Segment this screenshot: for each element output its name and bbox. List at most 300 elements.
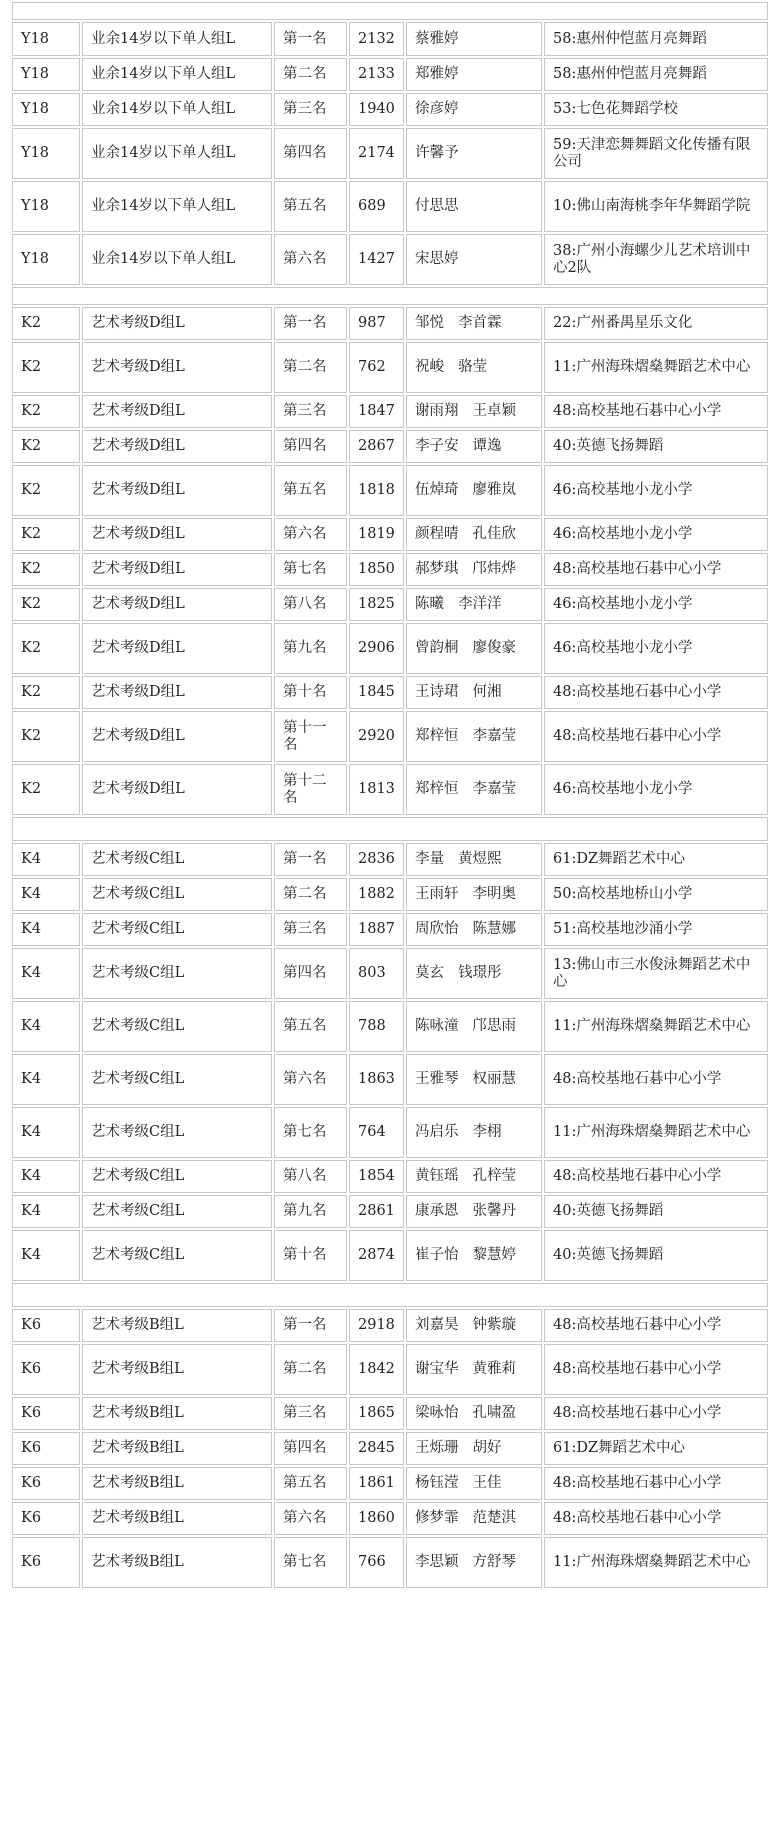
group-name-cell: 艺术考级D组L	[82, 307, 272, 340]
dancer-names-cell	[406, 913, 542, 946]
organization-cell: 48:高校基地石碁中心小学	[544, 1344, 768, 1395]
dancer-names-cell	[406, 1195, 542, 1228]
rank-cell: 第五名	[274, 181, 347, 232]
dancer-names-cell	[406, 58, 542, 91]
dancer-names-cell	[406, 623, 542, 674]
dancer-name: 权丽慧	[472, 1071, 516, 1087]
entry-number-cell: 803	[349, 948, 404, 999]
table-row	[12, 1107, 768, 1158]
category-code-cell: K4	[12, 1230, 80, 1281]
group-name-cell: 艺术考级D组L	[82, 588, 272, 621]
dancer-name: 伍焯琦	[415, 482, 459, 498]
entry-number-cell: 1863	[349, 1054, 404, 1105]
entry-number-cell: 1850	[349, 553, 404, 586]
group-name-cell: 业余14岁以下单人组L	[82, 58, 272, 91]
table-row	[12, 711, 768, 762]
group-name-cell: 业余14岁以下单人组L	[82, 93, 272, 126]
category-code-cell: K2	[12, 588, 80, 621]
organization-cell: 48:高校基地石碁中心小学	[544, 1467, 768, 1500]
group-name-cell: 艺术考级D组L	[82, 676, 272, 709]
dancer-names-cell	[406, 764, 542, 815]
table-row	[12, 395, 768, 428]
rank-cell: 第八名	[274, 1160, 347, 1193]
table-row	[12, 1230, 768, 1281]
category-code-cell: K6	[12, 1432, 80, 1465]
category-code-cell: K4	[12, 1001, 80, 1052]
separator-cell	[12, 1283, 768, 1307]
dancer-name: 冯启乐	[415, 1124, 459, 1140]
organization-cell: 11:广州海珠熠燊舞蹈艺术中心	[544, 342, 768, 393]
dancer-names-cell	[406, 22, 542, 56]
dancer-names-cell	[406, 1309, 542, 1342]
group-name-cell: 业余14岁以下单人组L	[82, 234, 272, 285]
entry-number-cell: 2874	[349, 1230, 404, 1281]
rank-cell: 第四名	[274, 948, 347, 999]
dancer-name: 李嘉莹	[472, 781, 516, 797]
organization-cell: 48:高校基地石碁中心小学	[544, 395, 768, 428]
rank-cell: 第三名	[274, 1397, 347, 1430]
organization-cell: 48:高校基地石碁中心小学	[544, 1397, 768, 1430]
organization-cell: 40:英德飞扬舞蹈	[544, 430, 768, 463]
organization-cell: 10:佛山南海桃李年华舞蹈学院	[544, 181, 768, 232]
rank-cell: 第六名	[274, 518, 347, 551]
rank-cell: 第四名	[274, 1432, 347, 1465]
entry-number-cell: 2906	[349, 623, 404, 674]
table-row	[12, 1344, 768, 1395]
table-row	[12, 1160, 768, 1193]
category-code-cell: K4	[12, 1054, 80, 1105]
table-row	[12, 1397, 768, 1430]
dancer-names-cell	[406, 181, 542, 232]
category-code-cell: Y18	[12, 58, 80, 91]
entry-number-cell: 2920	[349, 711, 404, 762]
table-row	[12, 764, 768, 815]
rank-cell: 第五名	[274, 1467, 347, 1500]
table-row	[12, 878, 768, 911]
dancer-names-cell	[406, 342, 542, 393]
dancer-name: 崔子怡	[415, 1247, 459, 1263]
category-code-cell: K4	[12, 878, 80, 911]
entry-number-cell: 1887	[349, 913, 404, 946]
section-separator-row	[12, 2, 768, 20]
dancer-name: 王佳	[472, 1475, 502, 1491]
group-name-cell: 艺术考级C组L	[82, 878, 272, 911]
category-code-cell: K6	[12, 1467, 80, 1500]
dancer-name: 宋思婷	[415, 251, 459, 267]
dancer-names-cell	[406, 395, 542, 428]
dancer-name: 李量	[415, 851, 444, 867]
table-row	[12, 623, 768, 674]
organization-cell: 46:高校基地小龙小学	[544, 588, 768, 621]
group-name-cell: 艺术考级C组L	[82, 913, 272, 946]
rank-cell: 第二名	[274, 1344, 347, 1395]
category-code-cell: Y18	[12, 22, 80, 56]
dancer-name: 何湘	[472, 684, 502, 700]
group-name-cell: 艺术考级C组L	[82, 1230, 272, 1281]
organization-cell: 11:广州海珠熠燊舞蹈艺术中心	[544, 1107, 768, 1158]
organization-cell: 59:天津恋舞舞蹈文化传播有限公司	[544, 128, 768, 179]
group-name-cell: 艺术考级C组L	[82, 948, 272, 999]
entry-number-cell: 788	[349, 1001, 404, 1052]
table-row	[12, 913, 768, 946]
dancer-names-cell	[406, 1107, 542, 1158]
group-name-cell: 艺术考级B组L	[82, 1467, 272, 1500]
dancer-name: 李思颖	[415, 1554, 459, 1570]
category-code-cell: K2	[12, 623, 80, 674]
table-row	[12, 588, 768, 621]
rank-cell: 第四名	[274, 128, 347, 179]
table-row	[12, 1467, 768, 1500]
entry-number-cell: 1818	[349, 465, 404, 516]
table-row	[12, 948, 768, 999]
dancer-names-cell	[406, 948, 542, 999]
organization-cell: 53:七色花舞蹈学校	[544, 93, 768, 126]
rank-cell: 第十一名	[274, 711, 347, 762]
dancer-name: 陈咏潼	[415, 1018, 459, 1034]
dancer-names-cell	[406, 1001, 542, 1052]
table-row	[12, 553, 768, 586]
table-row	[12, 1195, 768, 1228]
category-code-cell: K2	[12, 395, 80, 428]
organization-cell: 48:高校基地石碁中心小学	[544, 553, 768, 586]
group-name-cell: 艺术考级D组L	[82, 764, 272, 815]
group-name-cell: 艺术考级D组L	[82, 430, 272, 463]
rank-cell: 第一名	[274, 843, 347, 876]
dancer-names-cell	[406, 588, 542, 621]
organization-cell: 48:高校基地石碁中心小学	[544, 676, 768, 709]
rank-cell: 第五名	[274, 1001, 347, 1052]
entry-number-cell: 1819	[349, 518, 404, 551]
dancer-name: 周欣怡	[415, 921, 459, 937]
entry-number-cell: 762	[349, 342, 404, 393]
dancer-name: 李明奥	[472, 886, 516, 902]
rank-cell: 第七名	[274, 1107, 347, 1158]
dancer-names-cell	[406, 553, 542, 586]
category-code-cell: K2	[12, 465, 80, 516]
dancer-names-cell	[406, 234, 542, 285]
category-code-cell: K6	[12, 1309, 80, 1342]
dancer-name: 黄雅莉	[472, 1361, 516, 1377]
rank-cell: 第三名	[274, 93, 347, 126]
category-code-cell: K6	[12, 1502, 80, 1535]
dancer-name: 王诗珺	[415, 684, 459, 700]
rank-cell: 第四名	[274, 430, 347, 463]
dancer-name: 郑雅婷	[415, 66, 459, 82]
dancer-name: 邝思雨	[472, 1018, 516, 1034]
dancer-name: 谢雨翔	[415, 403, 459, 419]
dancer-name: 郑梓恒	[415, 781, 459, 797]
group-name-cell: 艺术考级D组L	[82, 518, 272, 551]
rank-cell: 第六名	[274, 1054, 347, 1105]
table-row	[12, 1502, 768, 1535]
dancer-name: 谭逸	[472, 438, 502, 454]
dancer-name: 黎慧婷	[472, 1247, 516, 1263]
group-name-cell: 艺术考级D组L	[82, 342, 272, 393]
dancer-name: 李首霖	[458, 315, 502, 331]
category-code-cell: K2	[12, 764, 80, 815]
dancer-names-cell	[406, 878, 542, 911]
dancer-name: 廖俊豪	[472, 640, 516, 656]
dancer-name: 王雅琴	[415, 1071, 459, 1087]
entry-number-cell: 2132	[349, 22, 404, 56]
dancer-name: 梁咏怡	[415, 1405, 459, 1421]
group-name-cell: 艺术考级D组L	[82, 395, 272, 428]
category-code-cell: K2	[12, 430, 80, 463]
dancer-name: 胡好	[472, 1440, 502, 1456]
organization-cell: 51:高校基地沙涌小学	[544, 913, 768, 946]
table-row	[12, 1537, 768, 1588]
rank-cell: 第二名	[274, 342, 347, 393]
category-code-cell: K4	[12, 913, 80, 946]
rank-cell: 第三名	[274, 395, 347, 428]
category-code-cell: K4	[12, 1160, 80, 1193]
table-row	[12, 1001, 768, 1052]
rank-cell: 第五名	[274, 465, 347, 516]
section-separator-row	[12, 1283, 768, 1307]
group-name-cell: 艺术考级D组L	[82, 553, 272, 586]
category-code-cell: Y18	[12, 234, 80, 285]
category-code-cell: K2	[12, 518, 80, 551]
table-row	[12, 234, 768, 285]
organization-cell: 48:高校基地石碁中心小学	[544, 711, 768, 762]
organization-cell: 40:英德飞扬舞蹈	[544, 1230, 768, 1281]
dancer-name: 骆莹	[458, 359, 487, 375]
dancer-name: 方舒琴	[472, 1554, 516, 1570]
category-code-cell: K4	[12, 843, 80, 876]
entry-number-cell: 1882	[349, 878, 404, 911]
entry-number-cell: 1427	[349, 234, 404, 285]
dancer-name: 孔佳欣	[472, 526, 516, 542]
separator-cell	[12, 817, 768, 841]
table-row	[12, 843, 768, 876]
group-name-cell: 业余14岁以下单人组L	[82, 22, 272, 56]
rank-cell: 第二名	[274, 878, 347, 911]
category-code-cell: Y18	[12, 181, 80, 232]
group-name-cell: 艺术考级C组L	[82, 843, 272, 876]
dancer-name: 颜程晴	[415, 526, 459, 542]
entry-number-cell: 2836	[349, 843, 404, 876]
table-row	[12, 93, 768, 126]
dancer-name: 陈慧娜	[472, 921, 516, 937]
dancer-name: 廖雅岚	[472, 482, 516, 498]
entry-number-cell: 1842	[349, 1344, 404, 1395]
organization-cell: 46:高校基地小龙小学	[544, 465, 768, 516]
dancer-name: 钟紫璇	[472, 1317, 516, 1333]
organization-cell: 61:DZ舞蹈艺术中心	[544, 1432, 768, 1465]
entry-number-cell: 1847	[349, 395, 404, 428]
section-separator-row	[12, 817, 768, 841]
dancer-name: 邝炜烨	[472, 561, 516, 577]
rank-cell: 第十名	[274, 1230, 347, 1281]
category-code-cell: K2	[12, 342, 80, 393]
organization-cell: 48:高校基地石碁中心小学	[544, 1502, 768, 1535]
rank-cell: 第二名	[274, 58, 347, 91]
category-code-cell: K2	[12, 553, 80, 586]
dancer-name: 王雨轩	[415, 886, 459, 902]
dancer-name: 李栩	[472, 1124, 502, 1140]
entry-number-cell: 987	[349, 307, 404, 340]
entry-number-cell: 2918	[349, 1309, 404, 1342]
group-name-cell: 艺术考级C组L	[82, 1195, 272, 1228]
entry-number-cell: 2133	[349, 58, 404, 91]
section-separator-row	[12, 287, 768, 305]
group-name-cell: 艺术考级B组L	[82, 1502, 272, 1535]
organization-cell: 48:高校基地石碁中心小学	[544, 1309, 768, 1342]
entry-number-cell: 689	[349, 181, 404, 232]
entry-number-cell: 1813	[349, 764, 404, 815]
entry-number-cell: 1865	[349, 1397, 404, 1430]
group-name-cell: 艺术考级D组L	[82, 465, 272, 516]
organization-cell: 58:惠州仲恺蓝月亮舞蹈	[544, 22, 768, 56]
group-name-cell: 艺术考级B组L	[82, 1537, 272, 1588]
dancer-names-cell	[406, 465, 542, 516]
category-code-cell: Y18	[12, 93, 80, 126]
rank-cell: 第八名	[274, 588, 347, 621]
results-table-body	[12, 2, 768, 1588]
entry-number-cell: 764	[349, 1107, 404, 1158]
dancer-name: 张馨丹	[472, 1203, 516, 1219]
table-row	[12, 181, 768, 232]
dancer-name: 许馨予	[415, 145, 459, 161]
rank-cell: 第九名	[274, 623, 347, 674]
organization-cell: 58:惠州仲恺蓝月亮舞蹈	[544, 58, 768, 91]
entry-number-cell: 2861	[349, 1195, 404, 1228]
separator-cell	[12, 2, 768, 20]
rank-cell: 第七名	[274, 1537, 347, 1588]
organization-cell: 48:高校基地石碁中心小学	[544, 1054, 768, 1105]
entry-number-cell: 1854	[349, 1160, 404, 1193]
group-name-cell: 艺术考级B组L	[82, 1432, 272, 1465]
dancer-name: 黄煜熙	[458, 851, 502, 867]
category-code-cell: K2	[12, 307, 80, 340]
group-name-cell: 艺术考级C组L	[82, 1160, 272, 1193]
category-code-cell: Y18	[12, 128, 80, 179]
dancer-names-cell	[406, 1344, 542, 1395]
group-name-cell: 艺术考级C组L	[82, 1001, 272, 1052]
dancer-name: 邹悦	[415, 315, 444, 331]
organization-cell: 11:广州海珠熠燊舞蹈艺术中心	[544, 1001, 768, 1052]
entry-number-cell: 1861	[349, 1467, 404, 1500]
table-row	[12, 1309, 768, 1342]
category-code-cell: K4	[12, 1107, 80, 1158]
dancer-name: 孔啸盈	[472, 1405, 516, 1421]
category-code-cell: K6	[12, 1397, 80, 1430]
organization-cell: 46:高校基地小龙小学	[544, 623, 768, 674]
dancer-name: 杨钰滢	[415, 1475, 459, 1491]
dancer-name: 曾韵桐	[415, 640, 459, 656]
dancer-names-cell	[406, 1432, 542, 1465]
group-name-cell: 艺术考级C组L	[82, 1107, 272, 1158]
table-row	[12, 58, 768, 91]
category-code-cell: K4	[12, 948, 80, 999]
dancer-name: 蔡雅婷	[415, 30, 459, 47]
dancer-name: 徐彦婷	[415, 101, 459, 117]
table-row	[12, 430, 768, 463]
dancer-names-cell	[406, 1397, 542, 1430]
category-code-cell: K6	[12, 1344, 80, 1395]
organization-cell: 46:高校基地小龙小学	[544, 764, 768, 815]
group-name-cell: 业余14岁以下单人组L	[82, 128, 272, 179]
table-row	[12, 518, 768, 551]
organization-cell: 48:高校基地石碁中心小学	[544, 1160, 768, 1193]
entry-number-cell: 766	[349, 1537, 404, 1588]
category-code-cell: K4	[12, 1195, 80, 1228]
separator-cell	[12, 287, 768, 305]
entry-number-cell: 2174	[349, 128, 404, 179]
organization-cell: 61:DZ舞蹈艺术中心	[544, 843, 768, 876]
table-row	[12, 676, 768, 709]
entry-number-cell: 1940	[349, 93, 404, 126]
category-code-cell: K2	[12, 676, 80, 709]
rank-cell: 第一名	[274, 22, 347, 56]
table-row	[12, 307, 768, 340]
group-name-cell: 艺术考级B组L	[82, 1309, 272, 1342]
dancer-name: 钱璟彤	[458, 965, 502, 981]
dancer-name: 王卓颖	[472, 403, 516, 419]
dancer-names-cell	[406, 307, 542, 340]
dancer-name: 李洋洋	[458, 596, 502, 612]
group-name-cell: 艺术考级D组L	[82, 711, 272, 762]
category-code-cell: K2	[12, 711, 80, 762]
dancer-names-cell	[406, 1467, 542, 1500]
dancer-names-cell	[406, 1054, 542, 1105]
dancer-names-cell	[406, 430, 542, 463]
group-name-cell: 艺术考级B组L	[82, 1344, 272, 1395]
dancer-name: 郑梓恒	[415, 728, 459, 744]
dancer-names-cell	[406, 1230, 542, 1281]
organization-cell: 22:广州番禺星乐文化	[544, 307, 768, 340]
dancer-name: 谢宝华	[415, 1361, 459, 1377]
dancer-name: 修梦霏	[415, 1510, 459, 1526]
organization-cell: 38:广州小海螺少儿艺术培训中心2队	[544, 234, 768, 285]
rank-cell: 第九名	[274, 1195, 347, 1228]
rank-cell: 第一名	[274, 1309, 347, 1342]
dancer-name: 李子安	[415, 438, 459, 454]
group-name-cell: 艺术考级D组L	[82, 623, 272, 674]
organization-cell: 13:佛山市三水俊泳舞蹈艺术中心	[544, 948, 768, 999]
table-row	[12, 22, 768, 56]
dancer-names-cell	[406, 93, 542, 126]
dancer-name: 康承恩	[415, 1203, 459, 1219]
rank-cell: 第十二名	[274, 764, 347, 815]
table-row	[12, 465, 768, 516]
category-code-cell: K6	[12, 1537, 80, 1588]
dancer-name: 陈曦	[415, 596, 444, 612]
dancer-names-cell	[406, 518, 542, 551]
organization-cell: 50:高校基地桥山小学	[544, 878, 768, 911]
dancer-name: 莫玄	[415, 965, 444, 981]
entry-number-cell: 1825	[349, 588, 404, 621]
dancer-names-cell	[406, 711, 542, 762]
dancer-name: 刘嘉昊	[415, 1317, 459, 1333]
table-row	[12, 1054, 768, 1105]
entry-number-cell: 2845	[349, 1432, 404, 1465]
dancer-name: 孔梓莹	[472, 1168, 516, 1184]
results-table	[10, 0, 770, 1590]
dancer-names-cell	[406, 843, 542, 876]
group-name-cell: 艺术考级C组L	[82, 1054, 272, 1105]
dancer-name: 祝峻	[415, 359, 444, 375]
dancer-names-cell	[406, 128, 542, 179]
table-row	[12, 128, 768, 179]
dancer-name: 付思思	[415, 198, 459, 214]
group-name-cell: 艺术考级B组L	[82, 1397, 272, 1430]
entry-number-cell: 2867	[349, 430, 404, 463]
organization-cell: 40:英德飞扬舞蹈	[544, 1195, 768, 1228]
dancer-name: 王烁珊	[415, 1440, 459, 1456]
rank-cell: 第一名	[274, 307, 347, 340]
rank-cell: 第六名	[274, 1502, 347, 1535]
